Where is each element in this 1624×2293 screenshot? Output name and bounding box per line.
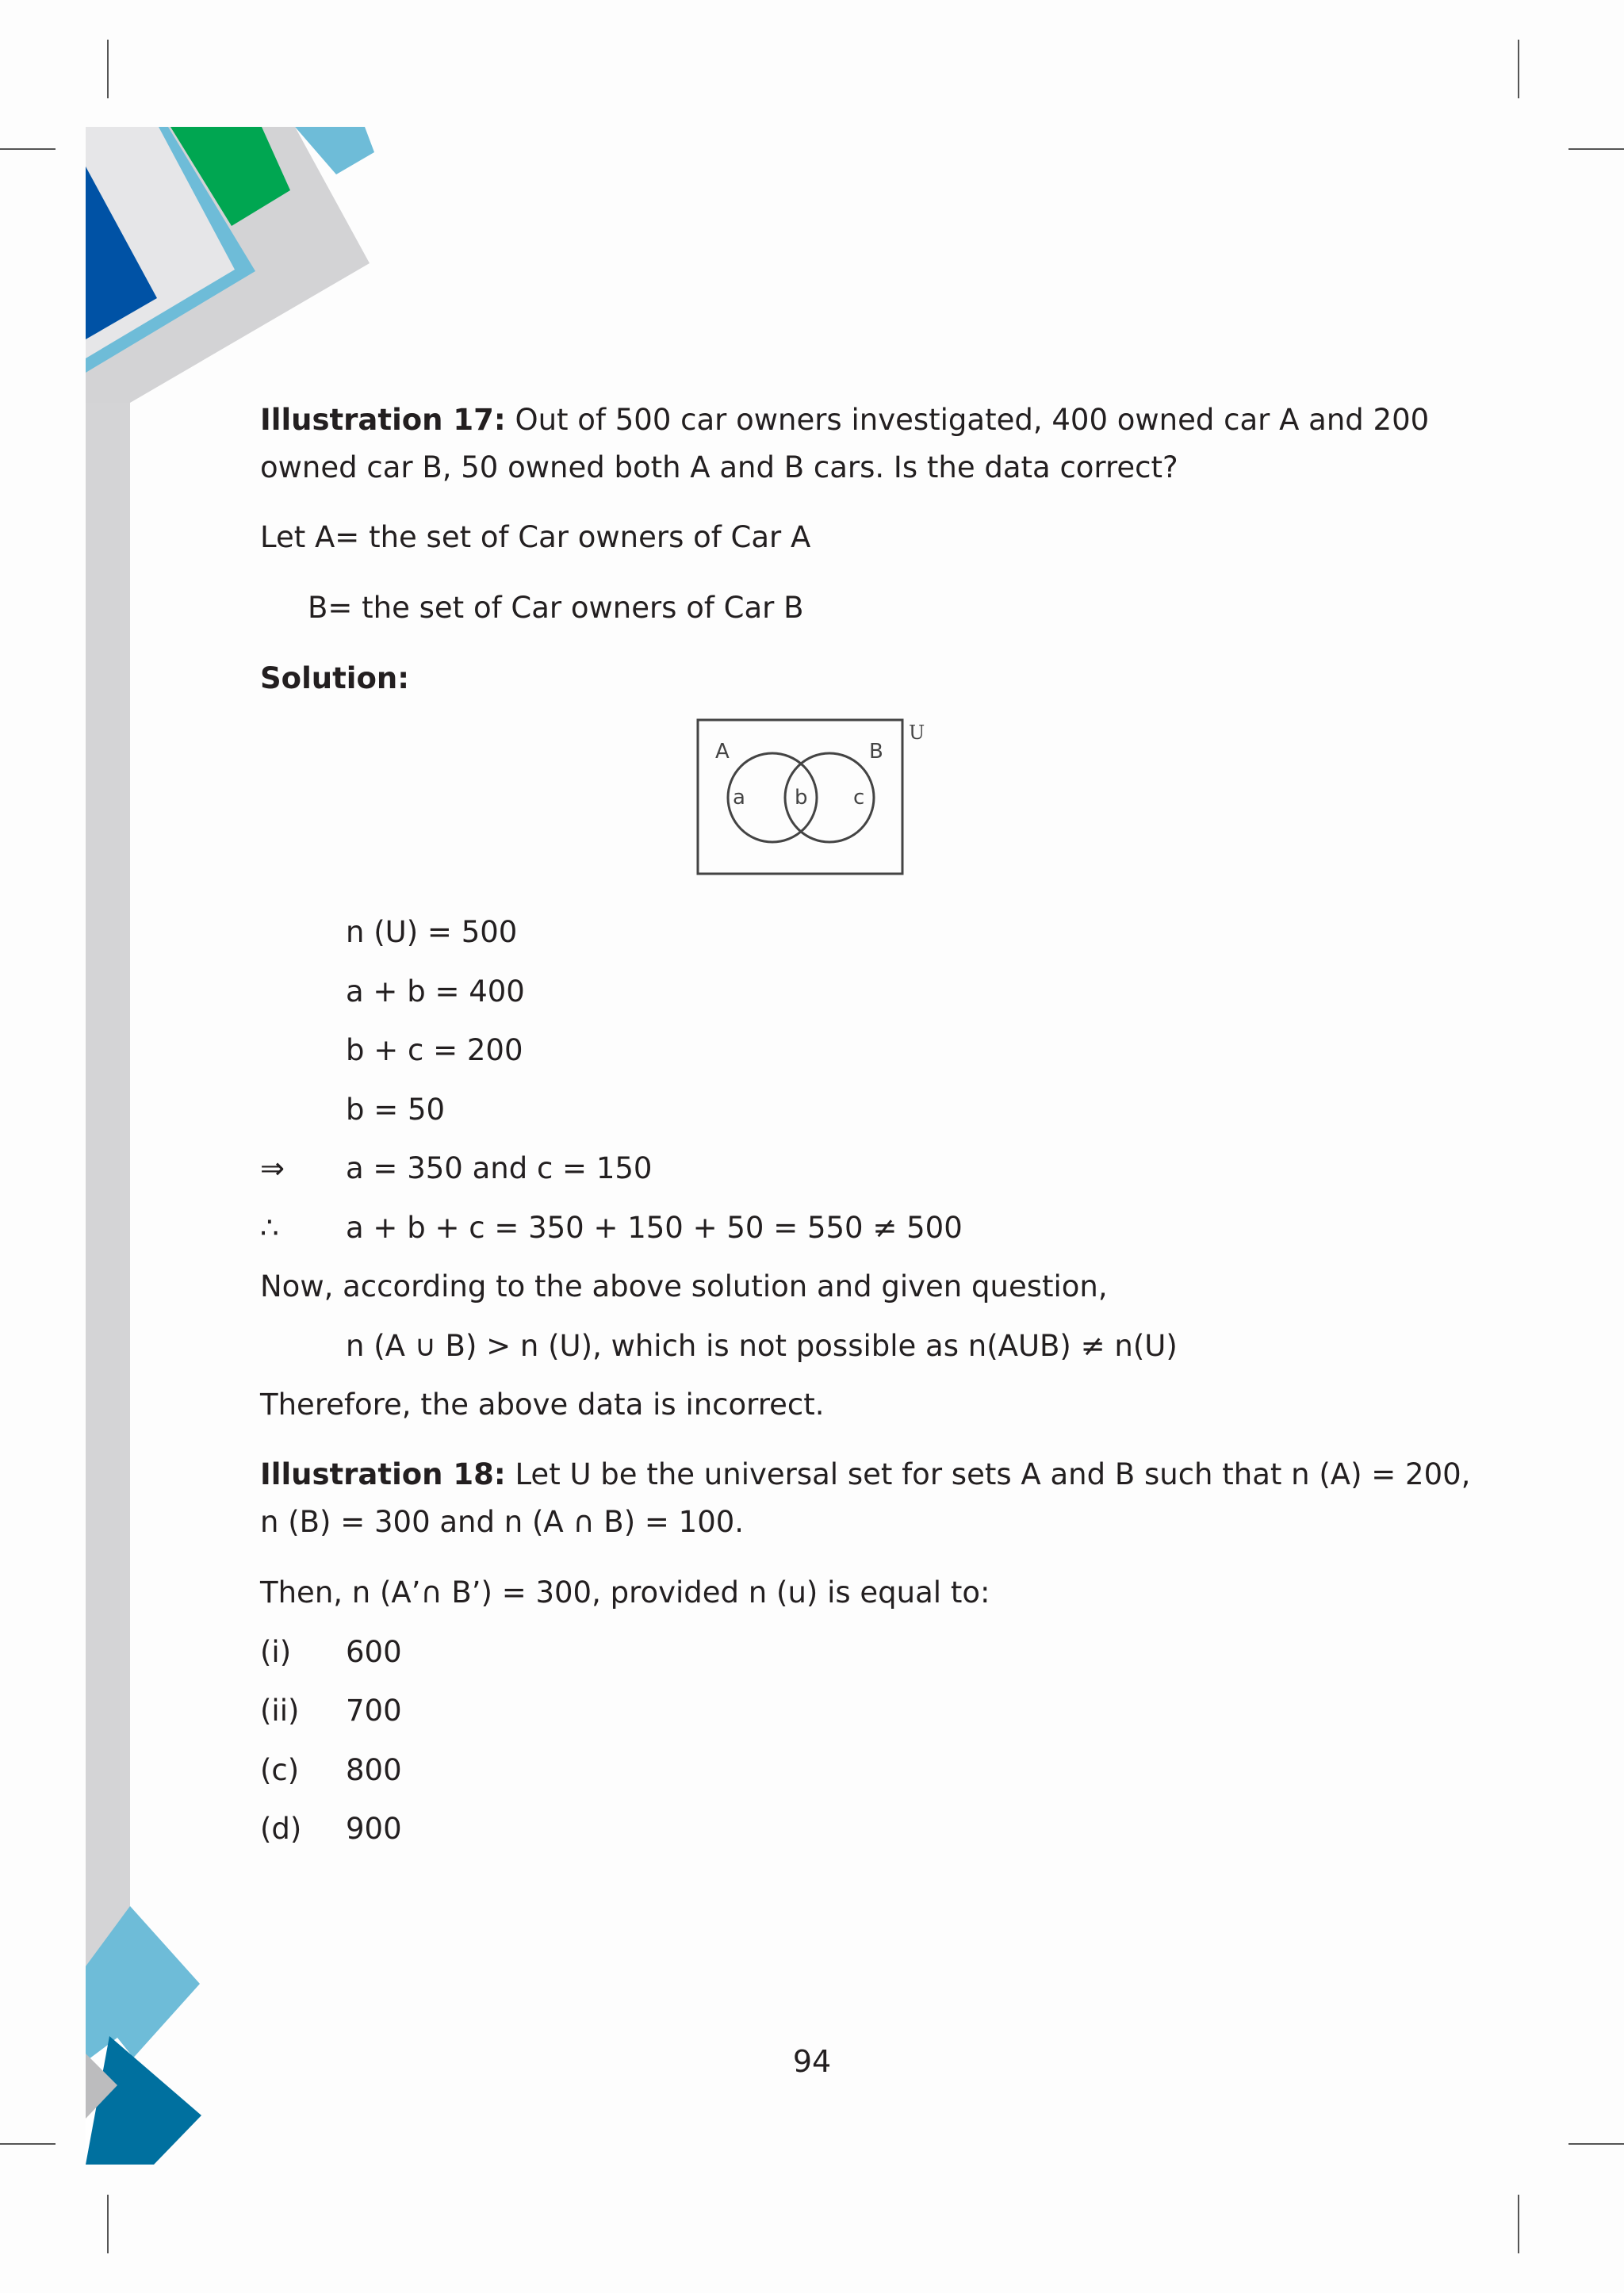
then-text: Then, n (A’∩ B’) = 300, provided n (u) is equal to: [260,1575,990,1610]
region-a-label: a [733,786,745,810]
implies-symbol: ⇒ [260,1151,285,1185]
option-row [260,1629,402,1676]
equation-a-plus-b: a + b = 400 [346,974,525,1009]
conclusion-text: Therefore, the above data is incorrect. [260,1388,825,1422]
illustration-17-label: Illustration 17: [260,403,506,437]
option-row [260,1687,402,1735]
page-number: 94 [792,2044,832,2079]
therefore-symbol: ∴ [260,1211,279,1245]
option-marker: (d) [260,1812,302,1846]
now-text: Now, according to the above solution and given question, [260,1269,1108,1303]
let-a-text: Let A= the set of Car owners of Car A [260,520,811,554]
option-value: 700 [346,1694,402,1728]
illustration-17-text-1: Out of 500 car owners investigated, 400 owned car A and 200 [515,403,1430,437]
option-row [260,1747,402,1794]
option-value: 600 [346,1635,402,1669]
option-row [260,1805,402,1853]
option-marker: (ii) [260,1694,300,1728]
illustration-18-text-1: Let U be the universal set for sets A and B such that n (A) = 200, [515,1457,1471,1491]
option-marker: (i) [260,1635,292,1669]
equation-therefore-row [260,1204,963,1252]
equation-a-and-c: a = 350 and c = 150 [346,1151,653,1185]
equation-n-u: n (U) = 500 [346,915,518,949]
set-a-label: A [715,740,730,764]
union-inequality: n (A ∪ B) > n (U), which is not possible as n(AUB) ≠ n(U) [346,1329,1178,1363]
equation-implies-row [260,1145,652,1192]
universe-label: U [909,722,925,744]
illustration-17-line-1 [260,396,1430,444]
solution-label: Solution: [260,661,410,695]
option-value: 800 [346,1753,402,1787]
illustration-17-line-2: owned car B, 50 owned both A and B cars. Is the data correct? [260,450,1178,484]
illustration-18-label: Illustration 18: [260,1457,506,1491]
option-value: 900 [346,1812,402,1846]
equation-b: b = 50 [346,1093,446,1127]
let-b-text: B= the set of Car owners of Car B [308,591,804,625]
illustration-18-line-1 [260,1451,1471,1499]
region-c-label: c [853,786,865,810]
set-b-label: B [869,740,883,764]
equation-b-plus-c: b + c = 200 [346,1033,523,1067]
venn-diagram [695,715,942,890]
illustration-18-line-2: n (B) = 300 and n (A ∩ B) = 100. [260,1505,745,1539]
option-marker: (c) [260,1753,300,1787]
equation-sum: a + b + c = 350 + 150 + 50 = 550 ≠ 500 [346,1211,963,1245]
region-b-label: b [795,786,808,810]
